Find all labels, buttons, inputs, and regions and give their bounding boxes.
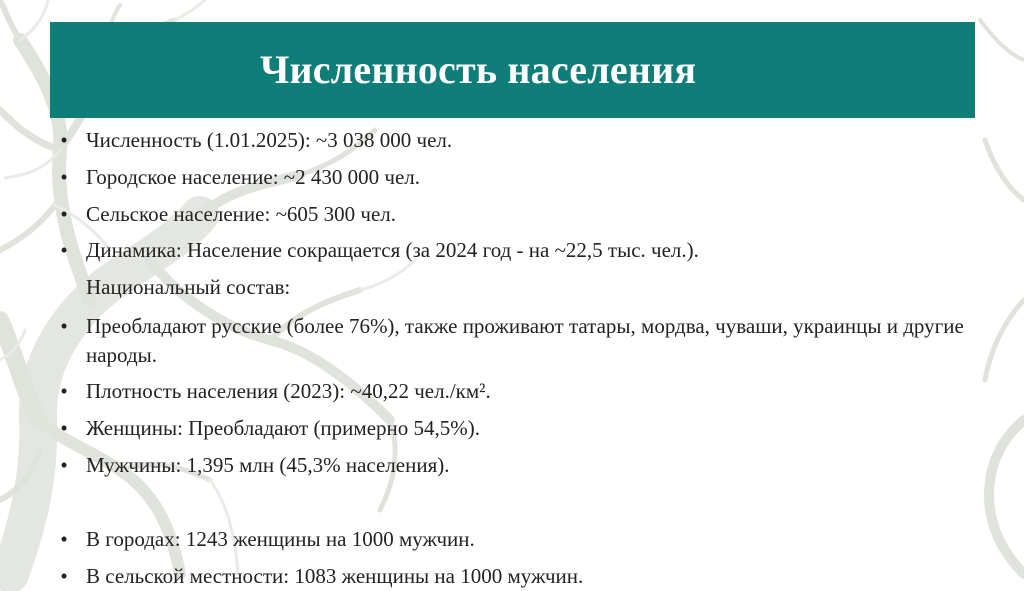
list-item-text: Сельское население: ~605 300 чел. — [86, 202, 397, 226]
list-item-text: В сельской местности: 1083 женщины на 1000 мужчин. — [86, 564, 584, 588]
list-item — [60, 377, 986, 406]
list-item-text: Мужчины: 1,395 млн (45,3% населения). — [86, 453, 450, 477]
list-item-text: Национальный состав: — [86, 275, 291, 299]
bullet-icon: • — [60, 453, 68, 477]
bullet-icon: • — [60, 564, 68, 588]
list-item-text: Женщины: Преобладают (примерно 54,5%). — [86, 416, 480, 440]
list-item-text: Численность (1.01.2025): ~3 038 000 чел. — [86, 128, 453, 152]
list-item — [60, 414, 986, 443]
bullet-icon: • — [60, 128, 68, 152]
list-item-text: Городское население: ~2 430 000 чел. — [86, 165, 421, 189]
list-item — [60, 525, 986, 554]
list-item-text: Динамика: Население сокращается (за 2024 год - на ~22,5 тыс. чел.). — [86, 238, 699, 262]
list-item — [86, 273, 986, 302]
bullet-icon: • — [60, 314, 68, 338]
list-item — [60, 312, 966, 370]
bullet-icon: • — [60, 527, 68, 551]
list-item-text: Преобладают русские (более 76%), также проживают татары, мордва, чуваши, украинцы и другие народы. — [86, 314, 964, 367]
bullet-icon: • — [60, 416, 68, 440]
list-item — [60, 236, 986, 265]
list-item-text: Плотность населения (2023): ~40,22 чел./км². — [86, 379, 491, 403]
list-item — [60, 562, 986, 591]
list-item — [60, 200, 986, 229]
list-item — [60, 451, 986, 480]
list-item — [60, 163, 986, 192]
list-item-text: В городах: 1243 женщины на 1000 мужчин. — [86, 527, 475, 551]
bullet-icon: • — [60, 165, 68, 189]
slide-title: Численность населения — [260, 47, 697, 92]
bullet-icon: • — [60, 379, 68, 403]
list-item — [60, 126, 986, 155]
bullet-icon: • — [60, 238, 68, 262]
bullet-icon: • — [60, 202, 68, 226]
